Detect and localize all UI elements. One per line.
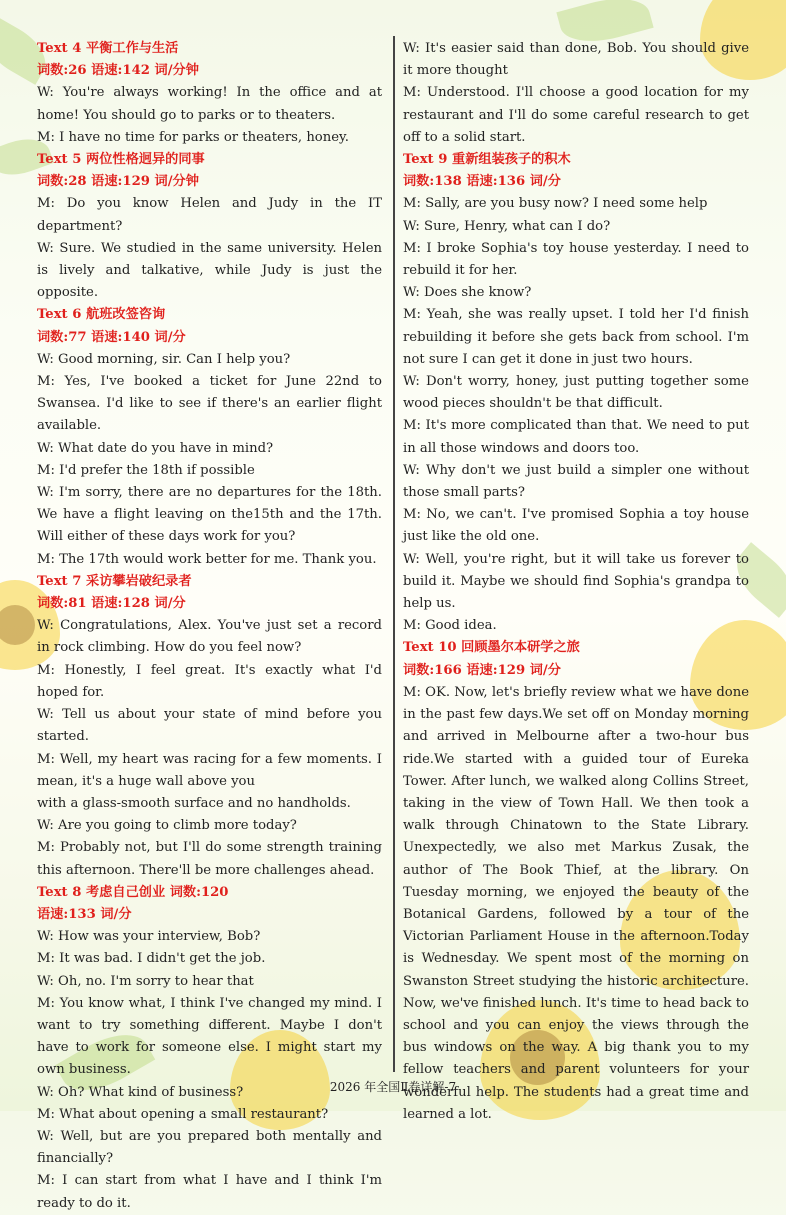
dialogue-line: W: You're always working! In the office and at home! You should go to parks or to theaters. (37, 85, 382, 123)
dialogue-line: W: Good morning, sir. Can I help you? (37, 351, 291, 367)
dialogue-line: W: What date do you have in mind? (37, 440, 274, 456)
dialogue-line: W: Are you going to climb more today? (37, 818, 297, 834)
dialogue-line: W: Congratulations, Alex. You've just set a record in rock climbing. How do you feel now? (37, 618, 382, 656)
dialogue-line: M: Yes, I've booked a ticket for June 22nd to Swansea. I'd like to see if there's an earlier flight available. (37, 374, 382, 434)
dialogue-line: M: You know what, I think I've changed my mind. I want to try something different. Maybe I don't have to work for someone else. I might start my own business. (37, 995, 382, 1078)
dialogue-line: M: Understood. I'll choose a good location for my restaurant and I'll do some careful research to get off to a solid start. (403, 85, 749, 145)
dialogue-line: M: I'd prefer the 18th if possible (37, 462, 255, 478)
dialogue-line: M: What about opening a small restaurant? (37, 1106, 329, 1122)
dialogue-line: M: Honestly, I feel great. It's exactly what I'd hoped for. (37, 662, 382, 700)
dialogue-line: W: Sure, Henry, what can I do? (403, 218, 611, 234)
section-heading: Text 5 两位性格迥异的同事 (37, 152, 205, 168)
section-heading: 词数:138 语速:136 词/分 (403, 174, 561, 190)
section-heading: Text 7 采访攀岩破纪录者 (37, 573, 192, 589)
dialogue-line: M: Do you know Helen and Judy in the IT department? (37, 196, 382, 234)
dialogue-line: W: Well, you're right, but it will take us forever to build it. Maybe we should find Sophia's grandpa to help us. (403, 551, 749, 612)
dialogue-line: M: I broke Sophia's toy house yesterday. I need to rebuild it for her. (403, 240, 749, 279)
dialogue-line: M: OK. Now, let's briefly review what we have done in the past few days.We set off on Monday morning and arrived in Melbourne after a two-hour bus ride.We started with a guided tour of Eureka Tower. After lunch, we walked along Collins Street, taking in the view of Town Hall. We then took a walk through Chinatown to the State Library. Unexpectedly, we also met Markus Zusak, the author of The Book Thief, at the library. On Tuesday morning, we enjoyed the beauty of the Botanical Gardens, followed by a tour of the Victorian Parliament House in the afternoon.Today is Wednesday. We spent most of the morning on Swanston Street studying the historic architecture. Now, we've finished lunch. It's time to head back to school and you can enjoy the views through the bus windows on the way. A big thank you to my fellow teachers and parent volunteers for your wonderful help. The students had a great time and learned a lot. (403, 684, 749, 1122)
dialogue-line: W: Well, but are you prepared both mentally and financially? (37, 1128, 382, 1167)
section-heading: 词数:26 语速:142 词/分钟 (37, 63, 199, 79)
dialogue-line: M: I can start from what I have and I think I'm ready to do it. (37, 1173, 382, 1211)
dialogue-line: W: How was your interview, Bob? (37, 929, 261, 945)
dialogue-line: W: Tell us about your state of mind before you started. (37, 707, 382, 745)
dialogue-line: M: Well, my heart was racing for a few moments. I mean, it's a huge wall above you (37, 751, 382, 789)
dialogue-line: M: Probably not, but I'll do some strength training this afternoon. There'll be more challenges ahead. (37, 840, 382, 878)
dialogue-line: M: It was bad. I didn't get the job. (37, 951, 266, 967)
column-divider (393, 36, 395, 1072)
dialogue-line: with a glass-smooth surface and no handholds. (37, 795, 351, 811)
right-column (403, 38, 749, 1126)
dialogue-line: W: It's easier said than done, Bob. You should give it more thought (403, 41, 749, 79)
dialogue-line: W: I'm sorry, there are no departures for the 18th. We have a flight leaving on the15th and the 17th. Will either of these days work for you? (37, 485, 382, 545)
page-footer: 2026 年全国Ⅱ卷详解-7 (329, 1080, 457, 1094)
dialogue-line: W: Oh, no. I'm sorry to hear that (37, 973, 254, 989)
section-heading: Text 10 回顾墨尔本研学之旅 (403, 640, 580, 656)
section-heading: 词数:77 语速:140 词/分 (37, 329, 186, 345)
section-heading: Text 6 航班改签咨询 (37, 307, 166, 323)
section-heading: Text 8 考虑自己创业 词数:120 (37, 884, 229, 900)
dialogue-line: M: Yeah, she was really upset. I told her I'd finish rebuilding it before she gets back from school. I'm not sure I can get it done in just two hours. (403, 307, 749, 367)
dialogue-line: M: No, we can't. I've promised Sophia a toy house just like the old one. (403, 507, 749, 545)
section-heading: Text 9 重新组装孩子的积木 (403, 152, 571, 168)
dialogue-line: M: I have no time for parks or theaters, honey. (37, 129, 349, 145)
section-heading: 语速:133 词/分 (37, 906, 132, 922)
dialogue-line: M: It's more complicated than that. We need to put in all those windows and doors too. (403, 418, 749, 456)
dialogue-line: W: Why don't we just build a simpler one without those small parts? (403, 462, 749, 501)
dialogue-line: M: Sally, are you busy now? I need some help (403, 196, 708, 212)
section-heading: Text 4 平衡工作与生活 (37, 41, 179, 56)
dialogue-line: W: Sure. We studied in the same university. Helen is lively and talkative, while Judy is just the opposite. (37, 240, 382, 301)
section-heading: 词数:81 语速:128 词/分 (37, 596, 186, 612)
left-column (37, 38, 382, 1215)
dialogue-line: W: Don't worry, honey, just putting together some wood pieces shouldn't be that difficult. (403, 374, 749, 412)
section-heading: 词数:28 语速:129 词/分钟 (37, 174, 199, 190)
dialogue-line: M: Good idea. (403, 618, 497, 634)
dialogue-line: W: Oh? What kind of business? (37, 1084, 244, 1100)
section-heading: 词数:166 语速:129 词/分 (403, 662, 561, 678)
dialogue-line: W: Does she know? (403, 285, 532, 301)
dialogue-line: M: The 17th would work better for me. Thank you. (37, 551, 377, 567)
